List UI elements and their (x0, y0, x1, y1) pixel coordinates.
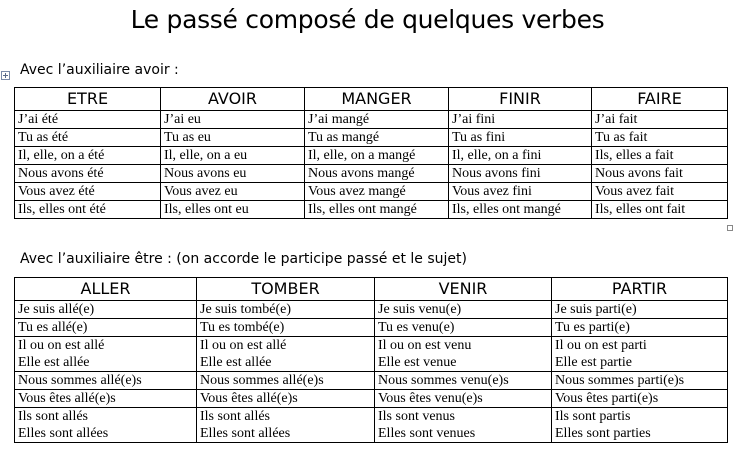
table-cell: Tu es allé(e) (15, 319, 197, 337)
table-cell: Vous êtes parti(e)s (552, 390, 728, 408)
table-cell: Vous avez fait (592, 183, 728, 201)
table-cell: Ils sont partis Elles sont parties (552, 408, 728, 443)
table-cell: Je suis parti(e) (552, 301, 728, 319)
table-cell: Vous êtes venu(e)s (375, 390, 552, 408)
table-cell: Ils, elles ont mangé (305, 201, 449, 219)
table-cell: J’ai mangé (305, 111, 449, 129)
table-cell: J’ai été (15, 111, 161, 129)
table-cell: Ils, elles ont fait (592, 201, 728, 219)
column-header: ETRE (15, 88, 161, 111)
table-row (15, 183, 728, 201)
table-cell: Il ou on est parti Elle est partie (552, 337, 728, 372)
table-row (15, 111, 728, 129)
table-cell: Vous avez été (15, 183, 161, 201)
table-cell: Vous êtes allé(e)s (197, 390, 375, 408)
table-cell: Vous avez fini (449, 183, 592, 201)
table-cell: Nous sommes allé(e)s (197, 372, 375, 390)
section-label-avoir: Avec l’auxiliaire avoir : (20, 62, 179, 78)
table-cell: Nous sommes parti(e)s (552, 372, 728, 390)
table-row (15, 372, 728, 390)
table-move-handle-icon[interactable] (1, 71, 10, 80)
table-cell: Il, elle, on a mangé (305, 147, 449, 165)
table-cell: Tu as fait (592, 129, 728, 147)
table-cell: Je suis venu(e) (375, 301, 552, 319)
column-header: PARTIR (552, 278, 728, 301)
table-cell: Ils sont allés Elles sont allées (197, 408, 375, 443)
table-cell: Tu as eu (161, 129, 305, 147)
table-cell: Je suis tombé(e) (197, 301, 375, 319)
table-avoir (14, 87, 728, 219)
table-cell: Ils, elles ont mangé (449, 201, 592, 219)
table-cell: Il, elle, on a été (15, 147, 161, 165)
table-cell: J’ai eu (161, 111, 305, 129)
table-row (15, 129, 728, 147)
table-resize-handle[interactable] (727, 225, 733, 231)
column-header: MANGER (305, 88, 449, 111)
table-row (15, 301, 728, 319)
table-cell: Nous sommes allé(e)s (15, 372, 197, 390)
table-cell: Vous avez eu (161, 183, 305, 201)
table-cell: Tu es tombé(e) (197, 319, 375, 337)
section-label-etre: Avec l’auxiliaire être : (on accorde le participe passé et le sujet) (20, 251, 467, 267)
table-etre (14, 277, 728, 443)
table-cell: Il, elle, on a eu (161, 147, 305, 165)
column-header: AVOIR (161, 88, 305, 111)
table-cell: Il ou on est allé Elle est allée (15, 337, 197, 372)
table-cell: Ils, elles ont eu (161, 201, 305, 219)
table-row (15, 147, 728, 165)
table-cell: Vous avez mangé (305, 183, 449, 201)
table-cell: Tu as été (15, 129, 161, 147)
table-cell: Nous sommes venu(e)s (375, 372, 552, 390)
table-row (15, 337, 728, 372)
table-row (15, 165, 728, 183)
table-cell: Ils sont allés Elles sont allées (15, 408, 197, 443)
table-cell: J’ai fait (592, 111, 728, 129)
column-header: VENIR (375, 278, 552, 301)
table-cell: J’ai fini (449, 111, 592, 129)
table-cell: Nous avons eu (161, 165, 305, 183)
table-cell: Ils, elles ont été (15, 201, 161, 219)
table-cell: Ils sont venus Elles sont venues (375, 408, 552, 443)
table-row (15, 408, 728, 443)
table-cell: Ils, elles a fait (592, 147, 728, 165)
table-cell: Il, elle, on a fini (449, 147, 592, 165)
table-cell: Tu es parti(e) (552, 319, 728, 337)
table-row (15, 319, 728, 337)
table-cell: Il ou on est allé Elle est allée (197, 337, 375, 372)
table-cell: Nous avons fait (592, 165, 728, 183)
column-header: TOMBER (197, 278, 375, 301)
table-cell: Il ou on est venu Elle est venue (375, 337, 552, 372)
table-cell: Tu as fini (449, 129, 592, 147)
page-title: Le passé composé de quelques verbes (130, 5, 605, 34)
table-cell: Tu as mangé (305, 129, 449, 147)
table-cell: Nous avons mangé (305, 165, 449, 183)
table-cell: Je suis allé(e) (15, 301, 197, 319)
table-cell: Vous êtes allé(e)s (15, 390, 197, 408)
column-header: ALLER (15, 278, 197, 301)
table-cell: Tu es venu(e) (375, 319, 552, 337)
table-row (15, 201, 728, 219)
table-cell: Nous avons fini (449, 165, 592, 183)
table-row (15, 390, 728, 408)
column-header: FINIR (449, 88, 592, 111)
table-cell: Nous avons été (15, 165, 161, 183)
column-header: FAIRE (592, 88, 728, 111)
